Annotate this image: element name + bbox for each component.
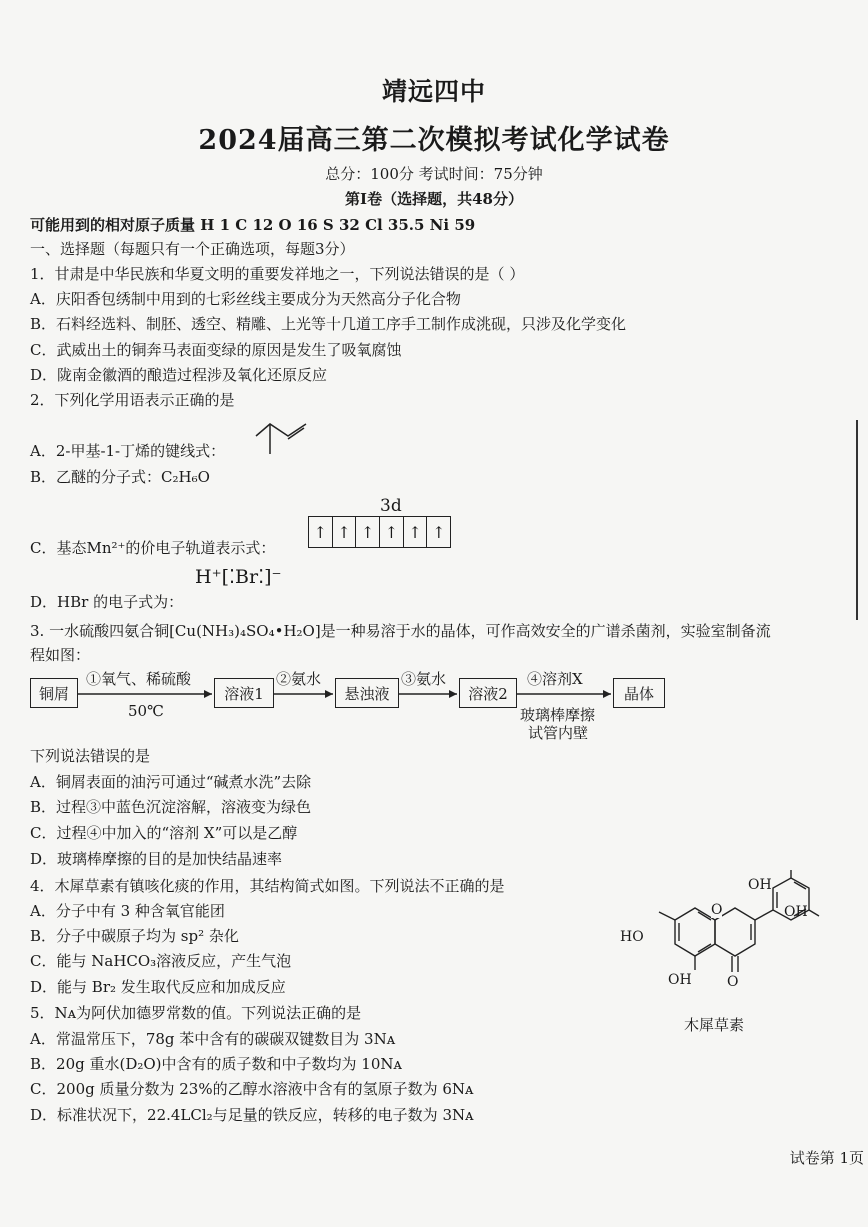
q3-option-b: B．过程③中蓝色沉淀溶解，溶液变为绿色 [30, 798, 312, 816]
q5-stem: 5．Nᴀ为阿伏加德罗常数的值。下列说法正确的是 [30, 1004, 362, 1022]
q5-option-a: A．常温常压下，78g 苯中含有的碳碳双键数目为 3Nᴀ [30, 1030, 396, 1048]
flow-step-1: ①氧气、稀硫酸 [86, 670, 192, 688]
q2-option-b-prefix: B．乙醚的分子式： [30, 468, 162, 486]
structure-name: 木犀草素 [684, 1016, 745, 1034]
orbital-box: ↑ [432, 522, 446, 542]
flow-box-suspension: 悬浊液 [335, 678, 399, 708]
flow-box-crystal: 晶体 [613, 678, 665, 708]
flow-condition-4a: 玻璃棒摩擦 [520, 706, 596, 724]
flow-step-4: ④溶剂X [527, 670, 583, 688]
skeletal-formula-diagram [248, 410, 328, 458]
label-oh-top2: OH [784, 904, 808, 920]
q4-option-d: D．能与 Br₂ 发生取代反应和加成反应 [30, 978, 286, 996]
q4-option-a: A．分子中有 3 种含氧官能团 [30, 902, 225, 920]
flow-box-copper: 铜屑 [30, 678, 78, 708]
flow-arrows [0, 680, 868, 710]
q3-prompt: 下列说法错误的是 [30, 747, 151, 765]
orbital-box: ↑ [356, 517, 380, 547]
flow-step-3: ③氨水 [401, 670, 447, 688]
q2-option-d: D．HBr 的电子式为： [30, 593, 184, 611]
q1-option-d: D．陇南金徽酒的酿造过程涉及氧化还原反应 [30, 366, 328, 384]
label-oh-bottom: OH [668, 972, 692, 988]
q2-option-b-formula: C₂H₆O [161, 468, 210, 486]
q1-stem: 1．甘肃是中华民族和华夏文明的重要发祥地之一，下列说法错误的是（ ） [30, 265, 525, 283]
binding-edge [856, 420, 868, 620]
orbital-box: ↑ [404, 517, 428, 547]
arrow-head-icon [603, 690, 611, 698]
label-ho-left: HO [620, 929, 644, 945]
q3-stem-line2: 程如图： [30, 646, 91, 664]
q4-option-c: C．能与 NaHCO₃溶液反应，产生气泡 [30, 952, 292, 970]
q5-option-b: B．20g 重水(D₂O)中含有的质子数和中子数均为 10Nᴀ [30, 1055, 402, 1073]
q5-option-d: D．标准状况下，22.4LCl₂与足量的铁反应，转移的电子数为 3Nᴀ [30, 1106, 474, 1124]
arrow-head-icon [449, 690, 457, 698]
flow-step-2: ②氨水 [276, 670, 322, 688]
hbr-electron-formula: H⁺[⁚Br⁚]⁻ [195, 566, 282, 588]
page-number: 试卷第 1页 [789, 1149, 864, 1167]
label-o-ring: O [711, 902, 723, 918]
q3-option-c: C．过程④中加入的“溶剂 X”可以是乙醇 [30, 824, 298, 842]
exam-info: 总分：100分 考试时间：75分钟 [325, 165, 543, 183]
orbital-label: 3d [380, 496, 402, 516]
q3-option-a: A．铜屑表面的油污可通过“碱煮水洗”去除 [30, 773, 312, 791]
part-heading: 一、选择题（每题只有一个正确选项，每题3分） [30, 240, 355, 258]
q2-option-b [30, 466, 210, 487]
flow-condition-1: 50℃ [128, 702, 164, 720]
exam-title: 2024届高三第二次模拟考试化学试卷 [198, 125, 670, 156]
q1-option-b: B．石料经选料、制胚、透空、精雕、上光等十几道工序手工制作成洮砚，只涉及化学变化 [30, 315, 627, 333]
orbital-box: ↑ [309, 517, 333, 547]
orbital-box: ↑ [380, 517, 404, 547]
q3-option-d: D．玻璃棒摩擦的目的是加快结晶速率 [30, 850, 283, 868]
q2-option-c: C．基态Mn²⁺的价电子轨道表示式： [30, 539, 276, 557]
label-oh-top1: OH [748, 877, 772, 893]
flow-box-solution2: 溶液2 [459, 678, 517, 708]
school-name: 靖远四中 [381, 77, 486, 106]
q3-stem-line1: 3. 一水硫酸四氨合铜[Cu(NH₃)₄SO₄•H₂O]是一种易溶于水的晶体，可作高效安全的广谱杀菌剂，实验室制备流 [30, 622, 771, 640]
label-o-ketone: O [727, 974, 739, 990]
arrow-head-icon [204, 690, 212, 698]
q4-option-b: B．分子中碳原子均为 sp² 杂化 [30, 927, 239, 945]
orbital-box: ↑ [333, 517, 357, 547]
q4-stem: 4．木犀草素有镇咳化痰的作用，其结构简式如图。下列说法不正确的是 [30, 877, 505, 895]
orbital-diagram [308, 516, 451, 548]
q5-option-c: C．200g 质量分数为 23%的乙醇水溶液中含有的氢原子数为 6Nᴀ [30, 1080, 474, 1098]
q1-option-a: A．庆阳香包绣制中用到的七彩丝线主要成分为天然高分子化合物 [30, 290, 461, 308]
arrow-head-icon [325, 690, 333, 698]
q1-option-c: C．武威出土的铜奔马表面变绿的原因是发生了吸氧腐蚀 [30, 341, 402, 359]
flow-box-solution1: 溶液1 [214, 678, 274, 708]
section-heading: 第Ⅰ卷（选择题，共48分） [345, 190, 523, 208]
q2-option-a: A．2-甲基-1-丁烯的键线式： [30, 442, 226, 460]
molecule-diagram [615, 870, 835, 1010]
q2-stem: 2．下列化学用语表示正确的是 [30, 391, 235, 409]
atomic-masses: 可能用到的相对原子质量 H 1 C 12 O 16 S 32 Cl 35.5 Ni 59 [30, 216, 476, 234]
flow-condition-4b: 试管内壁 [528, 724, 589, 742]
